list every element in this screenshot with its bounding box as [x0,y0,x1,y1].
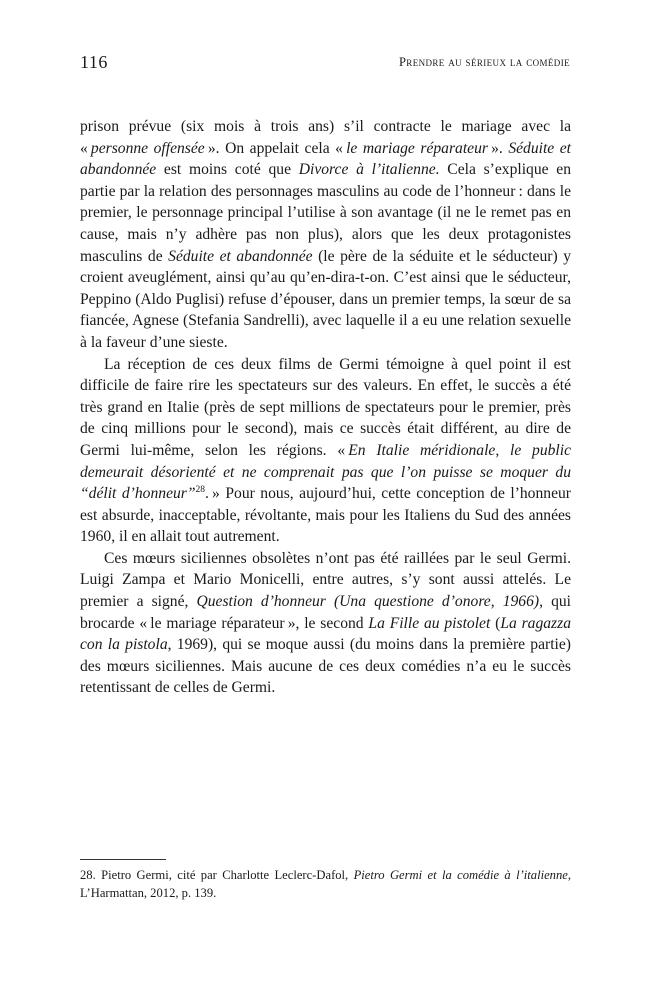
text-run: (le père de la séduite et le séducteur) y croient aveuglément, ainsi qu’au qu’en-dira-t-on. C’est ainsi que le séducteur, Peppino (Aldo Puglisi) refuse d’épouser, dans un premier temps, la sœur de sa fiancée, Agnese (Stefania Sandrelli), avec laquelle il a eu une relation sexuelle à la faveur d’une sieste. [80,247,571,351]
italic-text: Pietro Germi et la comédie à l’italienne [353,868,568,882]
text-run: prison prévue (six mois à trois ans) s’il contracte le mariage avec la « [80,118,571,157]
paragraph [80,116,571,354]
italic-text: le mariage réparateur [346,139,488,157]
text-run: La réception de ces deux films de Germi témoigne à quel point il est difficile de faire rire les spectateurs sur des valeurs. En effet, le succès a été très grand en Italie (près de sept millions de spectateurs pour le premier, près de cinq millions pour le second), mais ce succès était différent, au dire de Germi lui-même, selon les régions. « [80,355,571,459]
text-run: , L’Harmattan, 2012, p. 139. [80,868,571,900]
italic-text: Question d’honneur (Una questione d’onore, 1966), [196,593,543,611]
text-run: ( [490,614,501,632]
text-run: 28. Pietro Germi, cité par Charlotte Leclerc-Dafol, [80,868,354,882]
running-header [80,52,570,78]
italic-text: personne offensée [90,139,205,157]
italic-text: Séduite et abandonnée [168,247,313,265]
italic-text: Séduite et abandonnée [80,139,572,179]
paragraph [80,548,571,699]
paragraph [80,354,571,548]
footnote-separator [80,859,166,860]
running-title: Prendre au sérieux la comédie [398,55,570,69]
body-text [80,116,571,699]
page-number: 116 [80,52,108,72]
italic-text: La Fille au pistolet [368,614,491,632]
text-run: Cela s’explique en partie par la relation des personnages masculins au code de l’honneur : dans le premier, le personnage principal l’utilise à son avantage (il ne le remet pas en cause, mais n’y adhère pas non plus), alors que les deux protagonistes masculins de [80,161,571,265]
footnote-ref: 28 [195,485,206,496]
text-run: Ces mœurs siciliennes obsolètes n’ont pas été raillées par le seul Germi. Luigi Zampa et Mario Monicelli, entre autres, s’y sont aussi attelés. Le premier a signé, [80,549,571,611]
italic-text: Divorce à l’italienne. [298,161,440,179]
italic-text: En Italie méridionale, le public demeurait désorienté et ne comprenait pas que l’on puisse se moquer du “délit d’honneur” [80,441,571,503]
text-run: ». On appelait cela « [204,139,347,157]
text-run: ». [487,139,509,157]
text-run: est moins coté que [156,161,299,179]
footnote [80,867,571,902]
text-run: qui brocarde « le mariage réparateur », le second [80,593,572,632]
italic-text: La ragazza con la pistola [80,614,571,654]
text-run: . » Pour nous, aujourd’hui, cette conception de l’honneur est absurde, inacceptable, révoltante, mais pour les Italiens du Sud des années 1960, il en allait tout autrement. [80,485,571,546]
text-run: , 1969), qui se moque aussi (du moins dans la première partie) des mœurs siciliennes. Mais aucune de ces deux comédies n’a eu le succès retentissant de celles de Germi. [80,636,572,697]
